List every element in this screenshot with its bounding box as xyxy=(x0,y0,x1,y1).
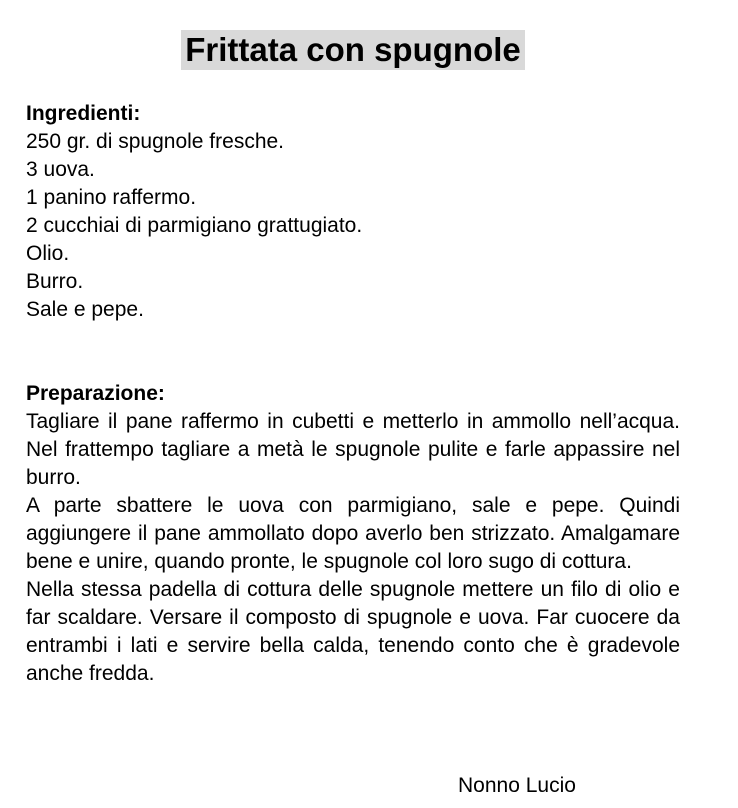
preparation-paragraph: Tagliare il pane raffermo in cubetti e metterlo in ammollo nell’acqua. Nel frattempo tagliare a metà le spugnole pulite e farle appassire nel burro. xyxy=(26,410,680,489)
ingredients-section xyxy=(26,100,680,324)
preparation-section xyxy=(26,380,680,688)
title-container xyxy=(0,30,706,70)
signature: Nonno Lucio xyxy=(458,774,576,797)
ingredient-item: Sale e pepe. xyxy=(26,298,144,321)
ingredient-item: 1 panino raffermo. xyxy=(26,186,197,209)
recipe-title: Frittata con spugnole xyxy=(181,30,525,70)
ingredient-item: 2 cucchiai di parmigiano grattugiato. xyxy=(26,214,363,237)
ingredient-item: Olio. xyxy=(26,242,70,265)
ingredient-item: 250 gr. di spugnole fresche. xyxy=(26,130,285,153)
preparation-paragraph: Nella stessa padella di cottura delle spugnole mettere un filo di olio e far scaldare. Versare il composto di spugnole e uova. Far cuocere da entrambi i lati e servire bella calda, tenendo conto che è gradevole anche fredda. xyxy=(26,578,680,685)
preparation-paragraph: A parte sbattere le uova con parmigiano, sale e pepe. Quindi aggiungere il pane ammollato dopo averlo ben strizzato. Amalgamare bene e unire, quando pronte, le spugnole col loro sugo di cottura. xyxy=(26,494,680,573)
ingredients-heading: Ingredienti: xyxy=(26,102,141,125)
ingredient-item: Burro. xyxy=(26,270,84,293)
preparation-heading: Preparazione: xyxy=(26,382,165,405)
ingredient-item: 3 uova. xyxy=(26,158,95,181)
